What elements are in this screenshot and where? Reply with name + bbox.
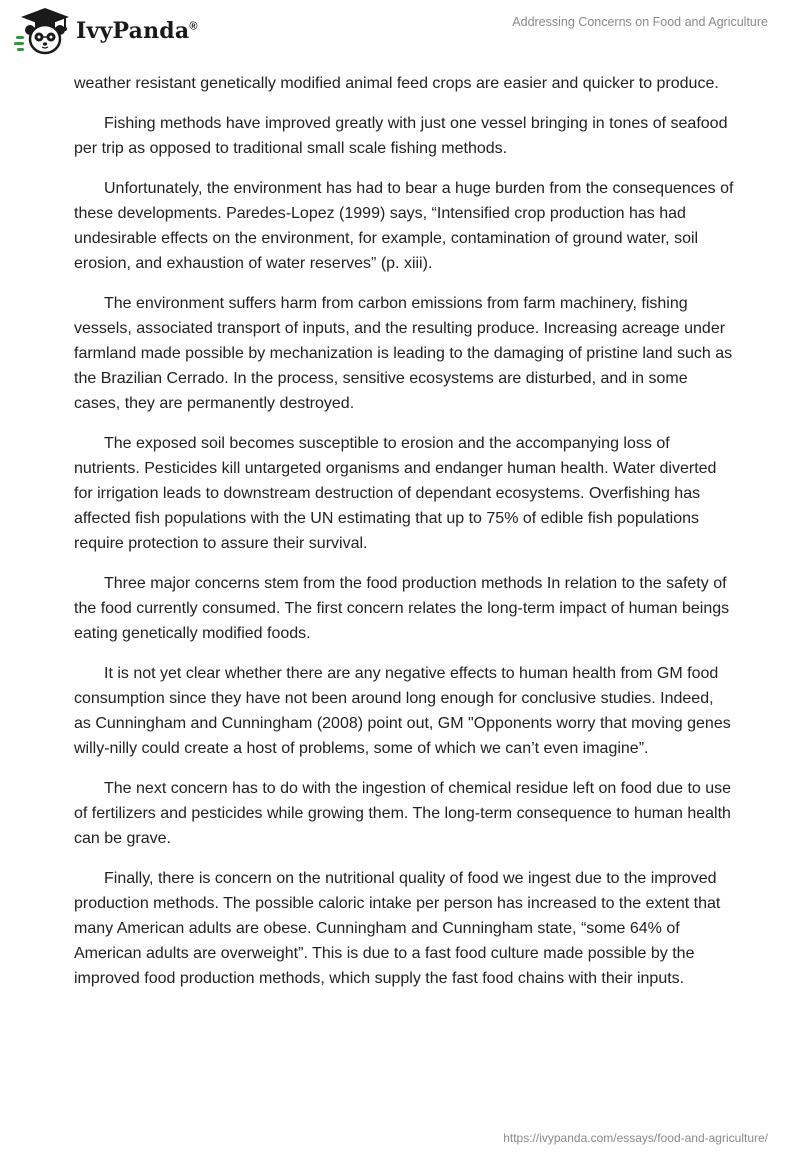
paragraph-7: It is not yet clear whether there are any negative effects to human health from GM food consumption since they have not been around long enough for conclusive studies. Indeed, as Cunningham and Cunningham (2008) point out, GM "Opponents worry that moving genes willy-nilly could create a host of problems, some of which we can’t even imagine”. (74, 665, 731, 757)
source-url-link[interactable]: https://ivypanda.com/essays/food-and-agriculture/ (503, 1131, 768, 1145)
brand-logo[interactable] (14, 6, 198, 56)
essay-body (74, 71, 734, 1006)
page-header (0, 0, 800, 64)
paragraph-4: The environment suffers harm from carbon emissions from farm machinery, fishing vessels, associated transport of inputs, and the resulting produce. Increasing acreage under farmland made possible by mechanization is leading to the damaging of pristine land such as the Brazilian Cerrado. In the process, sensitive ecosystems are disturbed, and in some cases, they are permanently destroyed. (74, 295, 733, 412)
document-title: Addressing Concerns on Food and Agriculture (512, 15, 768, 29)
panda-graduation-cap-icon (14, 6, 72, 56)
paragraph-1: weather resistant genetically modified animal feed crops are easier and quicker to produce. (74, 75, 719, 92)
paragraph-6: Three major concerns stem from the food production methods In relation to the safety of the food currently consumed. The first concern relates the long-term impact of human beings eating genetically modified foods. (74, 575, 730, 642)
paragraph-5: The exposed soil becomes susceptible to erosion and the accompanying loss of nutrients. Pesticides kill untargeted organisms and endanger human health. Water diverted for irrigation leads to downstream destruction of dependant ecosystems. Overfishing has affected fish populations with the UN estimating that up to 75% of edible fish populations require protection to assure their survival. (74, 435, 717, 552)
paragraph-9: Finally, there is concern on the nutritional quality of food we ingest due to the improved production methods. The possible caloric intake per person has increased to the extent that many American adults are obese. Cunningham and Cunningham state, “some 64% of American adults are overweight”. This is due to a fast food culture made possible by the improved food production methods, which supply the fast food chains with their inputs. (74, 870, 721, 987)
paragraph-2: Fishing methods have improved greatly with just one vessel bringing in tones of seafood per trip as opposed to traditional small scale fishing methods. (74, 115, 728, 157)
brand-name: IvyPanda® (76, 18, 198, 44)
brand-registered-mark: ® (189, 20, 198, 33)
paragraph-8: The next concern has to do with the ingestion of chemical residue left on food due to use of fertilizers and pesticides while growing them. The long-term consequence to human health can be grave. (74, 780, 732, 847)
paragraph-3: Unfortunately, the environment has had to bear a huge burden from the consequences of these developments. Paredes-Lopez (1999) says, “Intensified crop production has had undesirable effects on the environment, for example, contamination of ground water, soil erosion, and exhaustion of water reserves” (p. xiii). (74, 180, 734, 272)
